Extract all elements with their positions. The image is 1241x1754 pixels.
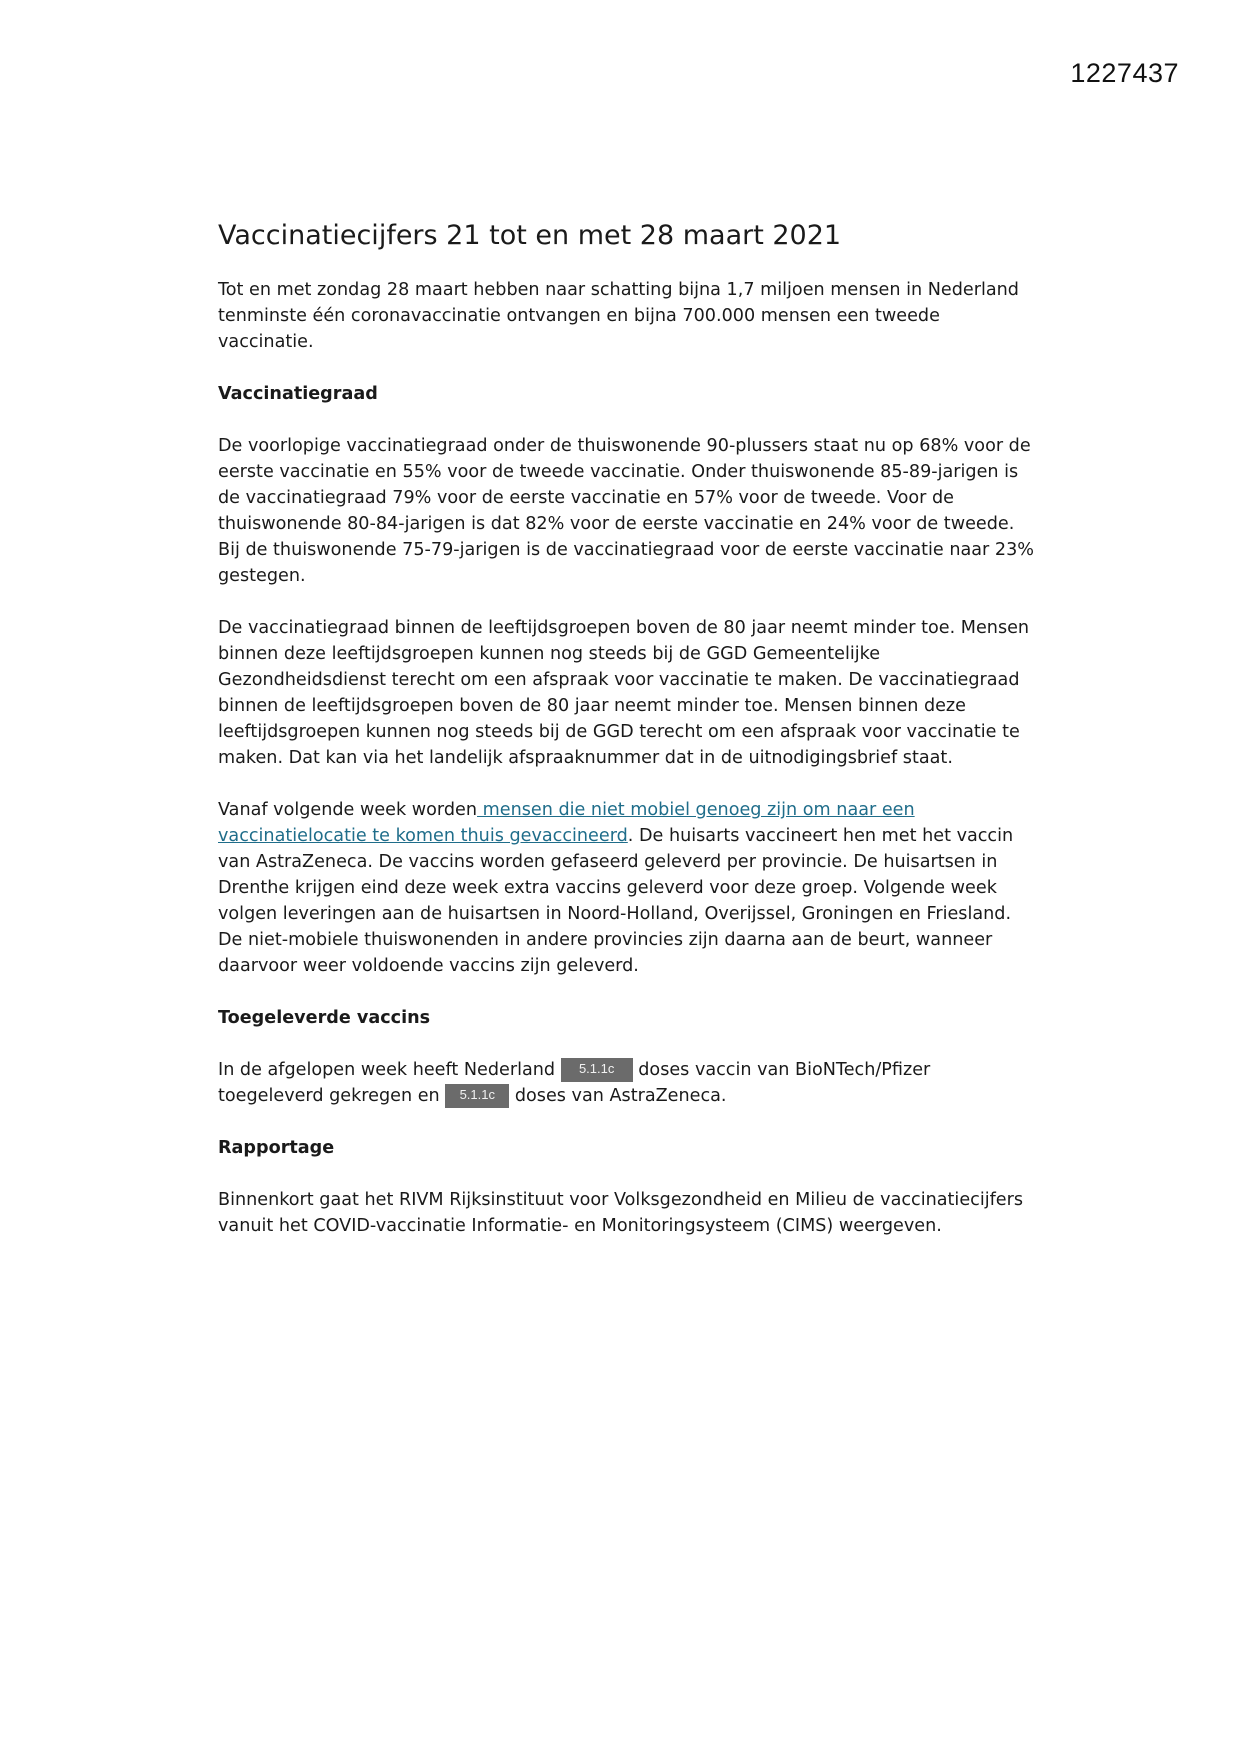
rapportage-paragraph: Binnenkort gaat het RIVM Rijksinstituut voor Volksgezondheid en Milieu de vaccinatiecijfers vanuit het COVID-vaccinatie Informatie- en Monitoringsysteem (CIMS) weergeven. [218,1190,1024,1237]
document-body [218,218,1038,1265]
toegeleverd-paragraph [218,1057,1038,1109]
redaction-box: 5.1.1c [561,1058,633,1082]
heading-rapportage: Rapportage [218,1138,335,1159]
paragraph-text: In de afgelopen week heeft Nederland [218,1060,561,1081]
paragraph-text: doses van AstraZeneca. [509,1086,727,1107]
document-id: 1227437 [1070,58,1179,88]
heading-vaccinatiegraad: Vaccinatiegraad [218,384,378,405]
intro-paragraph: Tot en met zondag 28 maart hebben naar schatting bijna 1,7 miljoen mensen in Nederland tenminste één coronavaccinatie ontvangen en bijna 700.000 mensen een tweede vaccinatie. [218,280,1019,353]
redaction-box: 5.1.1c [445,1084,509,1108]
paragraph-text: . De huisarts vaccineert hen met het vaccin van AstraZeneca. De vaccins worden gefaseerd geleverd per provincie. De huisartsen in Drenthe krijgen eind deze week extra vaccins geleverd voor deze groep. Volgende week volgen leveringen aan de huisartsen in Noord-Holland, Overijssel, Groningen en Friesland. De niet-mobiele thuiswonenden in andere provincies zijn daarna aan de beurt, wanneer daarvoor weer voldoende vaccins zijn geleverd. [218,826,1014,977]
paragraph-text: Vanaf volgende week worden [218,800,478,821]
vaccinatiegraad-paragraph-3 [218,797,1038,979]
page-title: Vaccinatiecijfers 21 tot en met 28 maart 2021 [218,220,842,251]
home-vaccination-link[interactable]: mensen die niet mobiel genoeg zijn om naar een vaccinatielocatie te komen thuis gevaccineerd [218,800,915,847]
paragraph-text: doses vaccin van BioNTech/Pfizer toegeleverd gekregen en [218,1060,931,1107]
heading-toegeleverde-vaccins: Toegeleverde vaccins [218,1008,431,1029]
vaccinatiegraad-paragraph-1: De voorlopige vaccinatiegraad onder de thuiswonende 90-plussers staat nu op 68% voor de eerste vaccinatie en 55% voor de tweede vaccinatie. Onder thuiswonende 85-89-jarigen is de vaccinatiegraad 79% voor de eerste vaccinatie en 57% voor de tweede. Voor de thuiswonende 80-84-jarigen is dat 82% voor de eerste vaccinatie en 24% voor de tweede. Bij de thuiswonende 75-79-jarigen is de vaccinatiegraad voor de eerste vaccinatie naar 23% gestegen. [218,436,1034,587]
vaccinatiegraad-paragraph-2: De vaccinatiegraad binnen de leeftijdsgroepen boven de 80 jaar neemt minder toe. Mensen binnen deze leeftijdsgroepen kunnen nog steeds bij de GGD Gemeentelijke Gezondheidsdienst terecht om een afspraak voor vaccinatie te maken. De vaccinatiegraad binnen de leeftijdsgroepen boven de 80 jaar neemt minder toe. Mensen binnen deze leeftijdsgroepen kunnen nog steeds bij de GGD terecht om een afspraak voor vaccinatie te maken. Dat kan via het landelijk afspraaknummer dat in de uitnodigingsbrief staat. [218,618,1030,769]
